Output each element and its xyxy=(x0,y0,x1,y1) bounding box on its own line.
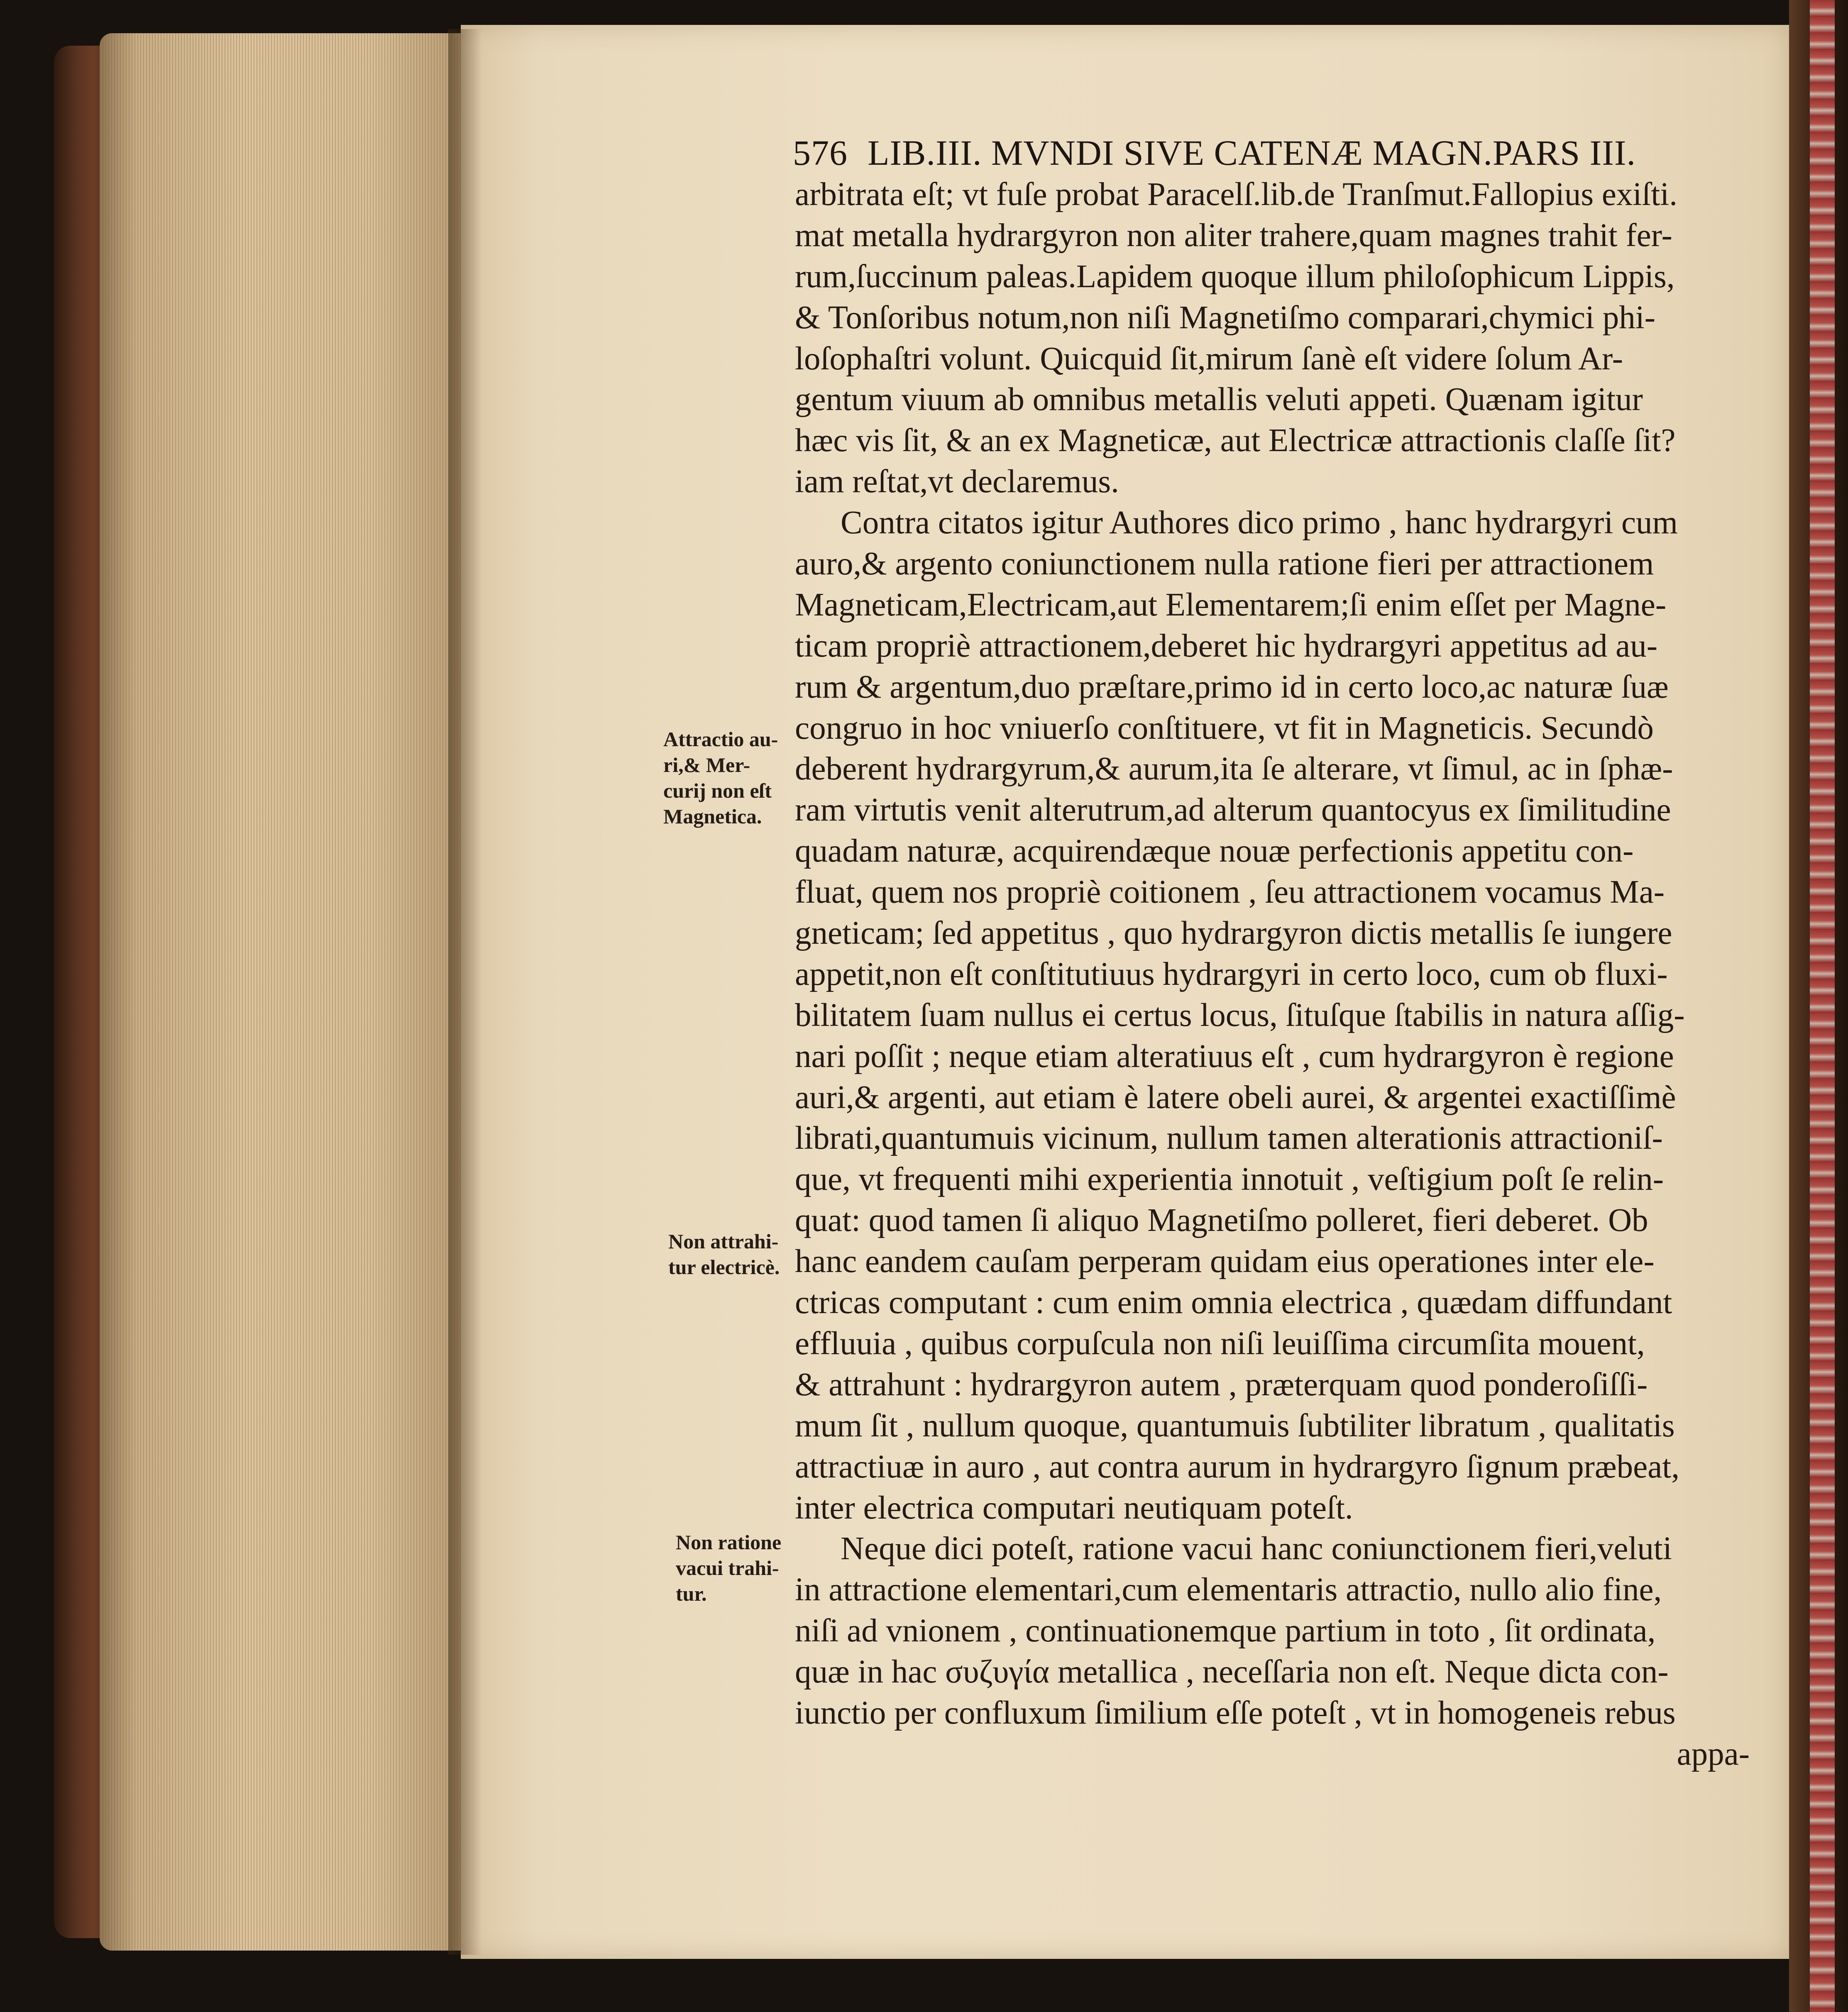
text-line: fluat, quem nos propriè coitionem , ſeu attractionem vocamus Ma- xyxy=(795,874,1665,911)
text-line: Neque dici poteſt, ratione vacui hanc coniunctionem fieri,veluti xyxy=(841,1531,1672,1567)
text-line: effluuia , quibus corpuſcula non niſi leuiſſima circumſita mouent, xyxy=(795,1325,1645,1362)
gutter-shadow xyxy=(448,29,482,1955)
text-line: auri,& argenti, aut etiam è latere obeli aurei, & argentei exactiſſimè xyxy=(795,1079,1676,1116)
margin-note-line: Magnetica. xyxy=(663,805,762,828)
page-edge-stack xyxy=(100,33,465,1951)
text-line: congruo in hoc vniuerſo conſtituere, vt fit in Magneticis. Secundò xyxy=(795,710,1654,746)
catchword: appa- xyxy=(1677,1736,1750,1772)
text-line: niſi ad vnionem , continuationemque partium in toto , ſit ordinata, xyxy=(795,1613,1656,1649)
text-line: gneticam; ſed appetitus , quo hydrargyron dictis metallis ſe iungere xyxy=(795,915,1672,952)
text-line: & Tonſoribus notum,non niſi Magnetiſmo comparari,chymici phi- xyxy=(795,299,1656,336)
text-line: hanc eandem cauſam perperam quidam eius operationes inter ele- xyxy=(795,1243,1655,1280)
text-line: nari poſſit ; neque etiam alteratiuus eſt , cum hydrargyron è regione xyxy=(795,1038,1674,1074)
margin-note-line: ri,& Mer- xyxy=(663,753,750,776)
text-line: mat metalla hydrargyron non aliter trahere,quam magnes trahit fer- xyxy=(795,217,1672,254)
marbled-endpaper xyxy=(1810,0,1835,2012)
text-line: Contra citatos igitur Authores dico primo , hanc hydrargyri cum xyxy=(841,505,1678,541)
text-line: attractiuæ in auro , aut contra aurum in hydrargyro ſignum præbeat, xyxy=(795,1448,1679,1485)
margin-note-line: Attractio au- xyxy=(663,728,778,751)
margin-note-line: tur electricè. xyxy=(668,1255,780,1279)
text-line: appetit,non eſt conſtitutiuus hydrargyri in certo loco, cum ob fluxi- xyxy=(795,956,1668,992)
margin-note-line: Non attrahi- xyxy=(668,1230,779,1253)
text-line: mum ſit , nullum quoque, quantumuis ſubtiliter libratum , qualitatis xyxy=(795,1407,1675,1444)
margin-note-line: tur. xyxy=(676,1582,707,1605)
margin-note-magnetic xyxy=(663,726,778,829)
text-line: Magneticam,Electricam,aut Elementarem;ſi enim eſſet per Magne- xyxy=(795,586,1667,623)
text-line: rum & argentum,duo præſtare,primo id in certo loco,ac naturæ ſuæ xyxy=(795,669,1669,705)
text-line: quæ in hac συζυγία metallica , neceſſaria non eſt. Neque dicta con- xyxy=(795,1654,1669,1690)
text-line: iunctio per confluxum ſimilium eſſe poteſt , vt in homogeneis rebus xyxy=(795,1695,1676,1731)
page-number: 576 xyxy=(793,133,848,173)
text-line: quat: quod tamen ſi aliquo Magnetiſmo polleret, fieri deberet. Ob xyxy=(795,1202,1648,1239)
margin-note-line: curij non eſt xyxy=(663,779,772,802)
running-head xyxy=(793,132,1731,173)
margin-note-electric xyxy=(668,1228,780,1280)
text-line: inter electrica computari neutiquam poteſt. xyxy=(795,1489,1353,1526)
text-line: ctricas computant : cum enim omnia electrica , quædam diffundant xyxy=(795,1284,1672,1321)
margin-note-line: vacui trahi- xyxy=(676,1556,779,1580)
text-line: hæc vis ſit, & an ex Magneticæ, aut Electricæ attractionis claſſe ſit? xyxy=(795,422,1676,459)
text-line: loſophaſtri volunt. Quicquid ſit,mirum ſanè eſt videre ſolum Ar- xyxy=(795,340,1623,377)
text-line: ticam propriè attractionem,deberet hic hydrargyri appetitus ad au- xyxy=(795,628,1658,664)
text-line: in attractione elementari,cum elementaris attractio, nullo alio fine, xyxy=(795,1572,1662,1608)
text-line: que, vt frequenti mihi experientia innotuit , veſtigium poſt ſe relin- xyxy=(795,1161,1664,1198)
text-line: ram virtutis venit alterutrum,ad alterum quantocyus ex ſimilitudine xyxy=(795,792,1671,828)
text-line: deberent hydrargyrum,& aurum,ita ſe alterare, vt ſimul, ac in ſphæ- xyxy=(795,751,1673,787)
text-line: quadam naturæ, acquirendæque nouæ perfectionis appetitu con- xyxy=(795,833,1634,869)
running-title: LIB.III. MVNDI SIVE CATENÆ MAGN.PARS III. xyxy=(868,133,1636,173)
text-line: arbitrata eſt; vt fuſe probat Paracelſ.lib.de Tranſmut.Fallopius exiſti. xyxy=(795,176,1677,212)
margin-note-vacuum xyxy=(676,1529,781,1607)
text-line: auro,& argento coniunctionem nulla ratione fieri per attractionem xyxy=(795,546,1654,582)
text-line: iam reſtat,vt declaremus. xyxy=(795,464,1119,500)
text-line: & attrahunt : hydrargyron autem , præterquam quod ponderoſiſſi- xyxy=(795,1366,1648,1403)
text-line: rum,ſuccinum paleas.Lapidem quoque illum philoſophicum Lippis, xyxy=(795,258,1675,295)
text-line: gentum viuum ab omnibus metallis veluti appeti. Quænam igitur xyxy=(795,381,1643,418)
body-text xyxy=(795,174,1750,1775)
text-line: bilitatem ſuam nullus ei certus locus, ſituſque ſtabilis in natura aſſig- xyxy=(795,997,1685,1033)
margin-note-line: Non ratione xyxy=(676,1531,782,1554)
text-line: librati,quantumuis vicinum, nullum tamen alterationis attractioniſ- xyxy=(795,1120,1663,1157)
